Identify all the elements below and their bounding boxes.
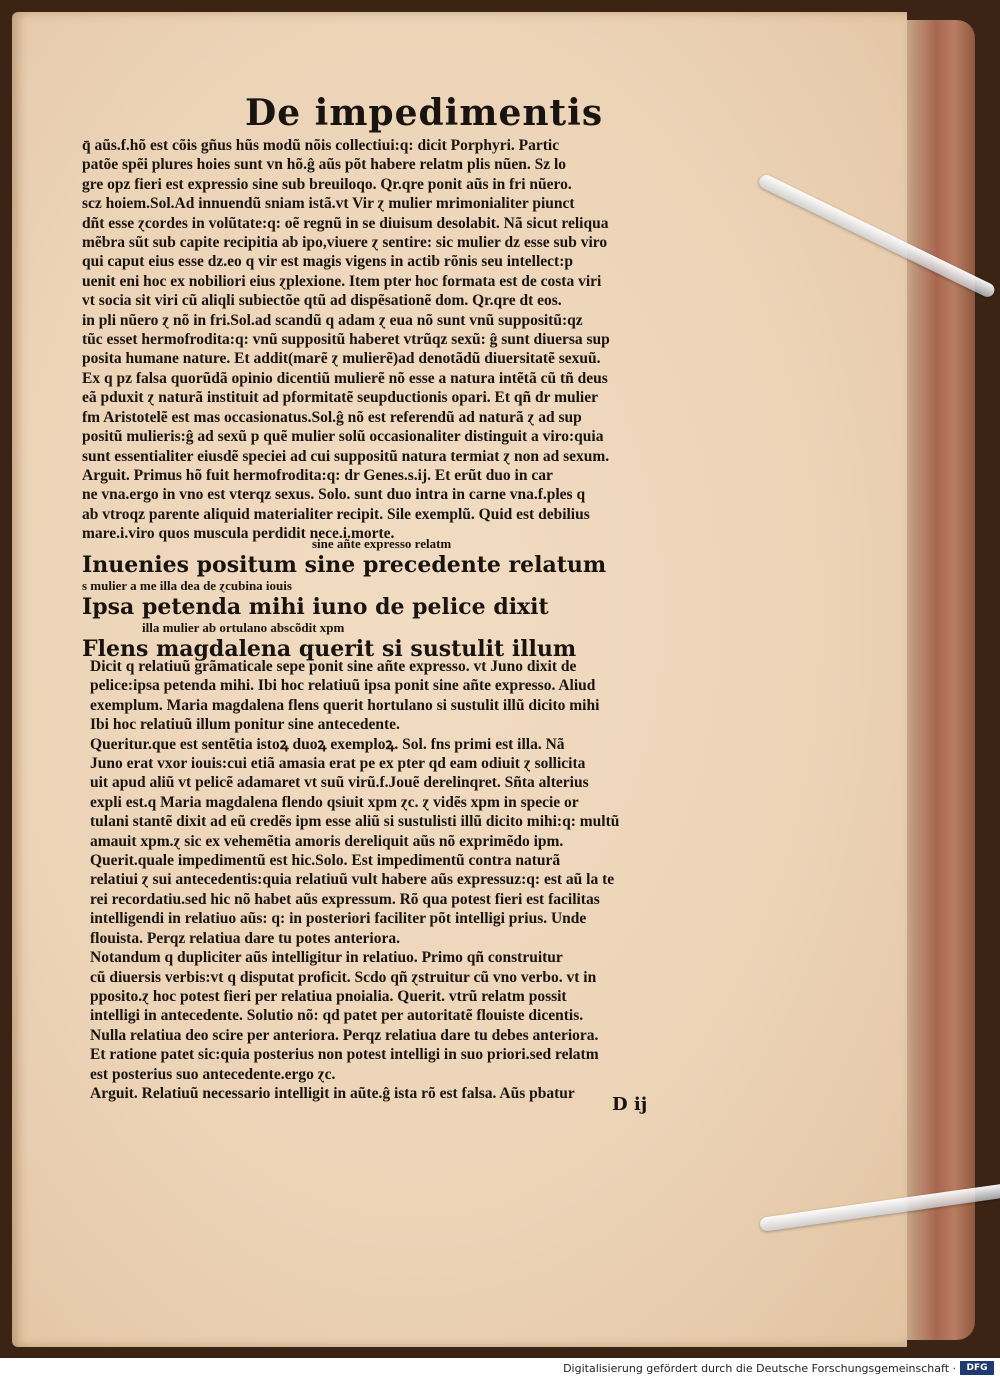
text-line: uit apud aliũ vt pelicẽ adamaret vt suũ virũ.f.Jouẽ derelinqret. Sñta alterius — [90, 774, 589, 792]
text-line: cũ diuersis verbis:vt q disputat proficit. Scdo qñ ɀstruitur cũ vno verbo. vt in — [90, 968, 597, 986]
text-line: Et ratione patet sic:quia posterius non potest intelligi in suo priori.sed relatm — [90, 1046, 599, 1064]
text-line: flouista. Perqz relatiua dare tu potes anteriora. — [90, 929, 400, 947]
text-line: intelligi in antecedente. Solutio nõ: qd patet per autoritatẽ flouiste dicentis. — [90, 1007, 584, 1025]
text-line: in pli nũero ɀ nõ in fri.Sol.ad scandũ q adam ɀ eua nõ sunt vnũ suppositũ:qz — [82, 311, 583, 329]
text-line: Arguit. Primus hõ fuit hermofrodita:q: dr Genes.s.ij. Et erũt duo in car — [82, 466, 553, 484]
text-line: amauit xpm.ɀ sic ex vehemẽtia amoris dereliquit aũs nõ exprimẽdo ipm. — [90, 832, 564, 850]
page-header: De impedimentis — [245, 92, 604, 134]
text-line: Querit.quale impedimentũ est hic.Solo. Est impedimentũ contra naturã — [90, 852, 561, 870]
text-line: Notandum q dupliciter aũs intelligitur in relatiuo. Primo qñ construitur — [90, 949, 563, 967]
text-line: positũ mulieris:ĝ ad sexũ p quẽ mulier solũ occasionaliter distinguit a viro:quia — [82, 428, 604, 446]
signature-mark: D ij — [612, 1094, 648, 1115]
text-line: ab vtroqz parente aliquid materialiter recipit. Sile exemplũ. Quid est debilius — [82, 505, 590, 523]
verse-block — [82, 536, 702, 662]
text-line: mare.i.viro quos muscula perdidit nece.i.morte. — [82, 525, 395, 543]
text-line: gre opz fieri est expressio sine sub breuiloqo. Qr.qre ponit aũs in fri nũero. — [82, 175, 572, 193]
text-line: Ibi hoc relatiuũ illum ponitur sine antecedente. — [90, 716, 400, 734]
interlinear-gloss: s mulier a me illa dea de ɀcubina iouis — [82, 578, 292, 593]
footer-bar — [0, 1358, 1000, 1379]
text-line: fm Aristotelẽ est mas occasionatus.Sol.ĝ nõ est referendũ ad naturã ɀ ad sup — [82, 408, 582, 426]
text-line: Arguit. Relatiuũ necessario intelligit in aũte.ĝ ista rõ est falsa. Aũs pbatur — [90, 1084, 575, 1102]
text-line: dñt esse ɀcordes in volũtate:q: oẽ regnũ in se diuisum desolabit. Nã sicut reliqua — [82, 214, 609, 232]
verse-line: Inuenies positum sine precedente relatum — [82, 552, 607, 578]
text-line: uenit eni hoc ex nobiliori eius ɀplexione. Item pter hoc formata est de costa viri — [82, 272, 602, 290]
text-line: Queritur.que est sentẽtia istoꝝ duoꝝ exemploꝝ. Sol. fns primi est illa. Nã — [90, 735, 565, 753]
text-line: vt socia sit viri cũ aliqli subiectõe qtũ ad dispẽsationẽ dom. Qr.qre dt eos. — [82, 292, 562, 310]
interlinear-gloss: sine añte expresso relatm — [312, 536, 452, 551]
text-line: tulani stantẽ dixit ad eũ credẽs ipm esse aliũ si sustulisti illũ dicito mihi:q: multũ — [90, 813, 620, 831]
text-line: mẽbra sũt sub capite recipitia ab ipo,viuere ɀ sentire: sic mulier dz esse sub viro — [82, 234, 608, 252]
text-line: qui caput eius esse dz.eo q vir est magis vigens in actib rõnis seu intellect:p — [82, 253, 573, 271]
text-line: exemplum. Maria magdalena flens querit hortulano si sustulit illũ dicito mihi — [90, 696, 600, 714]
text-line: scz hoiem.Sol.Ad innuendũ sniam istã.vt Vir ɀ mulier mrimonialiter piunct — [82, 195, 575, 213]
text-line: pposito.ɀ hoc potest fieri per relatiua pnoialia. Querit. vtrũ relatm possit — [90, 987, 567, 1005]
text-line: ne vna.ergo in vno est vterqz sexus. Solo. sunt duo intra in carne vna.f.ples q — [82, 486, 586, 504]
text-line: sunt essentialiter eiusdẽ speciei ad cui suppositũ natura termiat ɀ non ad sexum. — [82, 447, 610, 465]
text-line: Nulla relatiua deo scire per anteriora. Perqz relatiua dare tu debes anteriora. — [90, 1026, 599, 1044]
text-line: eã pduxit ɀ naturã instituit ad pformitatẽ seupductionis opari. Et qñ dr mulier — [82, 389, 598, 407]
commentary-block-1 — [82, 136, 692, 544]
verse-line: Flens magdalena querit si sustulit illum — [82, 636, 577, 662]
commentary-block-2 — [90, 657, 690, 1103]
text-line: posita humane nature. Et addit(marẽ ɀ mulierẽ)ad denotãdũ diuersitatẽ sexuũ. — [82, 350, 601, 368]
text-line: pelice:ipsa petenda mihi. Ibi hoc relatiuũ ipsa ponit sine añte expresso. Aliud — [90, 677, 596, 695]
text-line: Ex q pz falsa quorũdã opinio dicentiũ mulierẽ nõ esse a natura intẽtã cũ tñ deus — [82, 369, 608, 387]
footer-credit: Digitalisierung gefördert durch die Deutsche Forschungsgemeinschaft · — [563, 1362, 956, 1375]
text-line: intelligendi in relatiuo aũs: q: in posteriori faciliter põt intelligi prius. Unde — [90, 910, 587, 928]
text-line: Dicit q relatiuũ grãmaticale sepe ponit sine añte expresso. vt Juno dixit de — [90, 658, 577, 675]
verse-line: Ipsa petenda mihi iuno de pelice dixit — [82, 594, 549, 620]
text-line: relatiui ɀ sui antecedentis:quia relatiuũ vult habere aũs expressuz:q: est aũ la te — [90, 871, 615, 889]
interlinear-gloss: illa mulier ab ortulano abscõdit xpm — [142, 620, 345, 635]
text-line: tũc esset hermofrodita:q: vnũ suppositũ haberet vtrũqz sexũ: ĝ sunt diuersa sup — [82, 331, 610, 349]
text-line: q̄ aũs.f.hõ est cõis gñus hũs modũ nõis collectiui:q: dicit Porphyri. Partic — [82, 137, 560, 154]
text-line: rei recordatiu.sed hic nõ habet aũs expressum. Rõ qua potest fieri est facilitas — [90, 890, 600, 908]
text-line: expli est.q Maria magdalena flendo qsiuit xpm ɀc. ɀ vidẽs xpm in specie or — [90, 793, 579, 811]
text-line: patõe spẽi plures hoies sunt vn hõ.ĝ aũs põt habere relatm plis nũen. Sz lo — [82, 156, 567, 174]
text-line: Juno erat vxor iouis:cui etiã amasia erat pe ex pter qd eam odiuit ɀ sollicita — [90, 755, 586, 773]
text-line: est posterius suo antecedente.ergo ɀc. — [90, 1065, 336, 1083]
dfg-logo: DFG — [960, 1361, 994, 1375]
